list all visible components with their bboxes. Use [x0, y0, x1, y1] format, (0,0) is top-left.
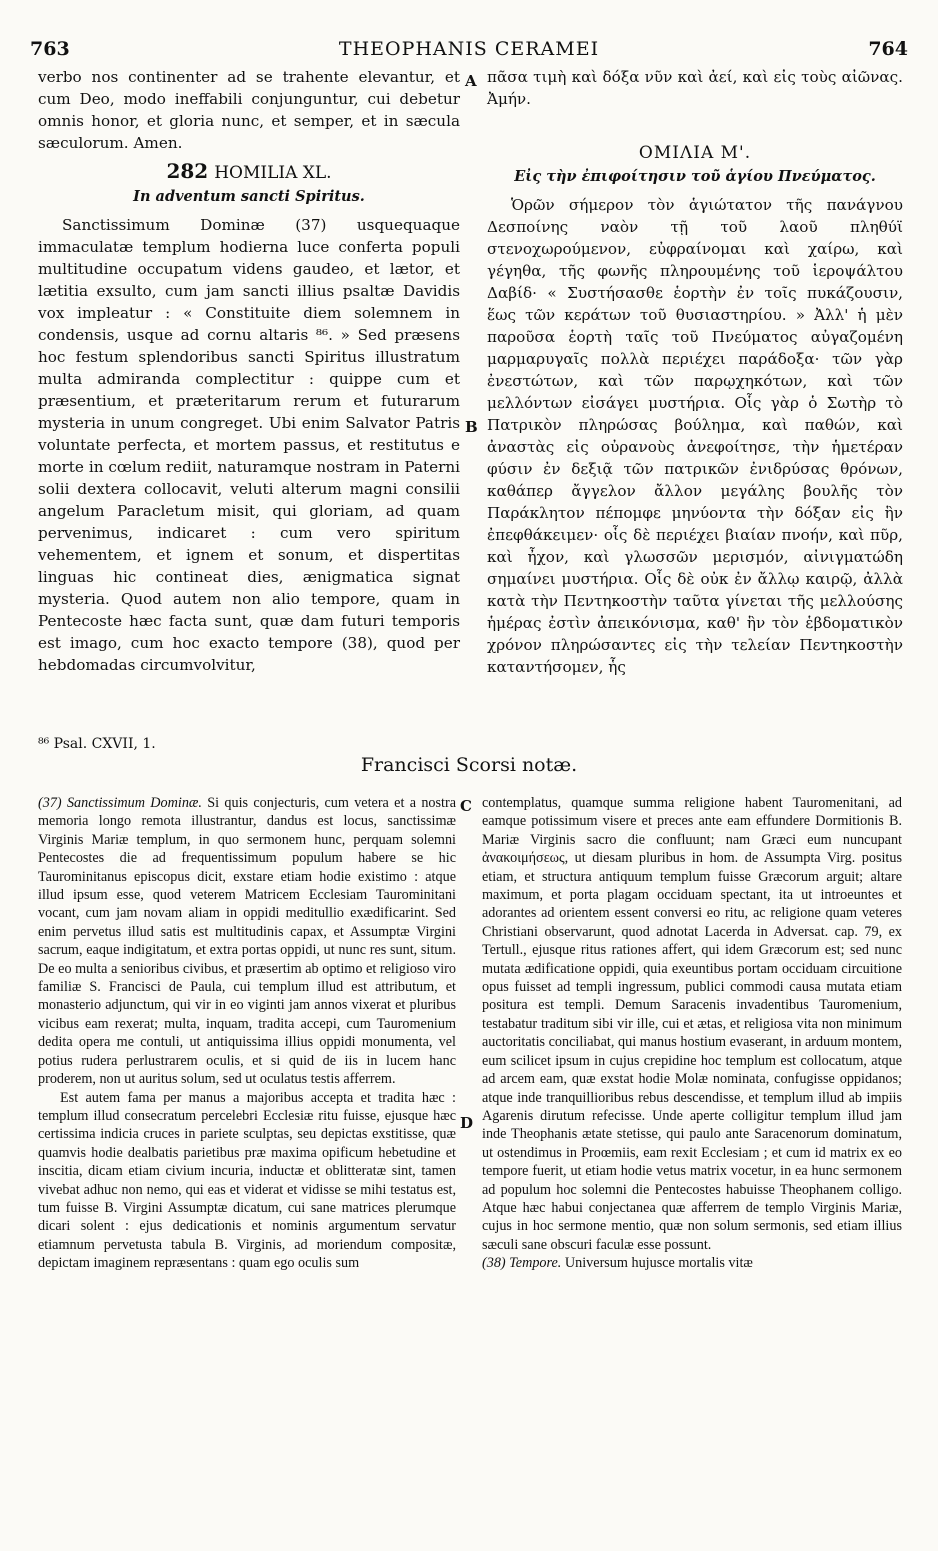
running-title: THEOPHANIS CERAMEI: [338, 38, 600, 60]
page-number-left: 763: [30, 38, 70, 60]
note-lemma-38: (38) Tempore.: [482, 1255, 562, 1272]
greek-body: Ὁρῶν σήμερον τὸν ἁγιώτατον τῆς πανάγνου Δεσποίνης ναὸν τῇ τοῦ λαοῦ πληθύϊ στενοχωρούμενον, εὐφραίνομαι καὶ χαίρω, καὶ γέγηθα, τῆς φωνῆς πληρουμένης τοῦ ἱεροψάλτου Δαβίδ· « Συστήσασθε ἑορτὴν ἐν τοῖς πυκάζουσιν, ἕως τῶν κεράτων τοῦ θυσιαστηρίου. » Ἀλλ' ἡ μὲν παροῦσα ἑορτὴ ταῖς τοῦ Πνεύματος αὐγαζομένη μαρμαρυγαῖς πολλὰ περιέχει παράδοξα· τῶν γὰρ ἐνεστώτων, καὶ τῶν παρῳχηκότων, καὶ τῶν μελλόντων εἰσάγει μυστήρια. Οἷς γὰρ ὁ Σωτὴρ τὸ Πατρικὸν πληρώσας βούλημα, καὶ παθών, καὶ ἀναστὰς εἰς οὐρανοὺς ἀνεφοίτησε, τὴν ἡμετέραν φύσιν ἐν δεξιᾷ τῶν πατρικῶν ἐνιδρύσας θρόνων, καθάπερ ἄγγελον ἄλλον μεγάλης βουλῆς τὸν Παράκλητον πέπομφε μηνύοντα τὴν δόξαν εἰς ἣν ἐπεφθάκειμεν· οἷς δὲ περιέχει βιαίαν πνοήν, καὶ πῦρ, καὶ ἦχον, καὶ γλωσσῶν μερισμόν, αἰνιγματώδη σημαίνει μυστήρια. Οἷς δὲ οὐκ ἐν ἄλλῳ καιρῷ, ἀλλὰ κατὰ τὴν Πεντηκοστὴν ταῦτα γίνεται τῆς μελλούσης ἡμέρας ἐστὶν ἀπεικόνισμα, καθ' ἣν τὸν ἑβδοματικὸν χρόνον πληρώσαντες εἰς τὴν τελείαν Πεντηκοστὴν καταντήσομεν, ἧς: [487, 196, 903, 676]
latin-homily-subtitle: In adventum sancti Spiritus.: [133, 188, 365, 205]
footnote: ⁸⁶ Psal. CXVII, 1.: [38, 736, 156, 752]
notes-right-paragraph-2: [482, 1254, 902, 1272]
note-text-37: Si quis conjecturis, cum vetera et a nostra memoria longo remota illustrantur, dandus est locus, sanctissimæ Virginis Mariæ templum, in quo sermonem hunc, perquam solemni Pentecostes die ad frequentissimum populum habere se hic Taurominitanus episcopus dicit, exstare etiam hodie existimo : atque illud ipsum esse, quod veterem Matricem Ecclesiam Taurominitani vocant, cum jam novam aliam in oppidi meditullio exædificarint. Sed enim pervetus illud satis est multitudinis capax, et Assumptæ Virgini sacrum, eaque indigitatum, et extra portas oppidi, ut nunc res sunt, situm. De eo multa a senioribus civibus, et præsertim ab optimo et religioso viro familiæ S. Francisci de Paula, cui templum illud est attributum, et monasterio adjunctum, qui vir in eo viginti jam annos vixerat et pluribus vicibus eam rexerat; multa, inquam, tradita accepi, cum Tauromenium dedita opera me contuli, ut antiquissima illius oppidi monumenta, vel potius rudera perlustrarem oculis, et si quid de iis in lucem hanc proderem, non ut auritus solum, sed ut oculatus testis afferrem.: [38, 795, 456, 1088]
margin-letter-d: D: [460, 1114, 474, 1132]
greek-homily-heading: ΟΜΙΛΙΑ Μ'.: [638, 143, 752, 163]
margin-letter-a: A: [465, 72, 477, 90]
latin-homily-heading: [38, 160, 460, 184]
note-lemma-37: (37) Sanctissimum Dominæ.: [38, 795, 202, 811]
latin-body: Sanctissimum Dominæ (37) usquequaque immaculatæ templum hodierna luce conferta populi multitudine occupatum videns gaudeo, et lætor, et lætitia exsulto, cum jam sancti illius psaltæ Davidis vox impleatur : « Constituite diem solemnem in condensis, usque ad cornu altaris ⁸⁶. » Sed præsens hoc festum splendoribus sancti Spiritus illustratum multa admiranda complectitur : quippe cum et præsentium, et præteritarum rerum et futurarum mysteria in unum congreget. Ubi enim Salvator Patris voluntate perfecta, et mortem passus, et restitutus e morte in cœlum rediit, naturamque nostram in Paterni solii dextera collocavit, veluti alterum magni consilii angelum Paracletum misit, qui gloriam, ad quam pervenimus, indicaret : cum vero spiritum vehementem, et ignem et sonum, et dispertitas linguas hic contineat dies, ænigmatica signat mysteria. Quod autem non alio tempore, quam in Pentecoste hæc facta sunt, quæ dam futuri temporis est imago, cum hoc exacto tempore (38), quod per hebdomadas circumvolvitur,: [38, 216, 460, 674]
notes-title: Francisci Scorsi notæ.: [360, 754, 578, 776]
homily-number: 282: [166, 159, 209, 183]
notes-left-paragraph-2: Est autem fama per manus a majoribus accepta et tradita hæc : templum illud consecratum percelebri Ecclesiæ ritu fuisse, ejusque hæc certissima indicia cruces in pariete sculptas, seu depictas exstitisse, quæ quamvis hodie dealbatis parietibus præ maxima opificum hebetudine et inscitia, dicam etiam civium incuria, inductæ et oblitteratæ sint, tamen vivebat adhuc non nemo, qui eas et viderat et vidisse se mihi testatus est, tum fuisse B. Virgini Assumptæ dicatum, cui sane matrices plerumque dicari solent : ejus dedicationis et nominis argumentum servatur etiamnum pervetusta tabula B. Virginis, ad moriendum compositæ, depictam imaginem repræsentans : quam ego oculis sum: [38, 1089, 456, 1272]
notes-left-paragraph-1: [38, 794, 456, 1089]
greek-column: [487, 66, 903, 678]
page-number-right: 764: [868, 38, 908, 60]
notes-left-column: [38, 794, 456, 1273]
notes-right-paragraph-1: contemplatus, quamque summa religione habent Tauromenitani, ad eamque potissimum visere et preces ante eam effundere Dormitionis B. Mariæ Virginis sacro die confluunt; nam Græci eum nuncupant ἀνακοιμήσεως, ut diesam pluribus in hom. de Assumpta Virg. positus etiam, et structura antiquum templum fuisse Græcorum arguit; altare maximum, et porta plagam occiduam spectant, ita ut introeuntes et adorantes ad orientem essent conversi eo ritu, ac religione quam veteres Christiani observarunt, quod adnotat Lacerda in Adversat. cap. 79, ex Tertull., ejusque ritus rationes affert, qui idem Græcorum est; sed nunc mutata ædificatione oppidi, quia exeuntibus portam occiduam circuitione opus fuisset ad templi ingressum, publici commodi causa mutata etiam positura est templi. Demum Saracenis invadentibus Tauromenium, testabatur traditum sibi vir ille, cui et ætas, et religiosa vita non minimum auctoritatis conciliabat, qui manus hostium evaserant, in arduum montem, eum scilicet ipsum in cujus crepidine hoc templum est collocatum, atque ad arcem eam, quæ exstat hodie Molæ nominata, confugisse oppidanos; atque inde tranquillioribus rebus descendisse, et templum illud ab impiis Agarenis dirutum refecisse. Unde aperte colligitur templum illud jam inde Theophanis ætate stetisse, qui paulo ante Saracenorum dominatum, ut ostendimus in Proœmiis, eam rexit Ecclesiam ; et cum id matrix ex eo tempore fuerit, ut etiam hodie vetus matrix vocetur, in ea hunc sermonem ad populum hoc solemni die Pentecostes habuisse Theophanem colligo. Atque hæc habui conjectanea quæ afferrem de templo Virginis Mariæ, cujus in hoc sermone mentio, quæ non solum sermonis, sed etiam illius sæculi sane obscuri faculæ esse possunt.: [482, 795, 902, 1253]
homily-title: HOMILIA XL.: [214, 163, 332, 183]
latin-top-paragraph: verbo nos continenter ad se trahente elevantur, et cum Deo, modo ineffabili conjunguntur, cui debetur omnis honor, et gloria nunc, et semper, et in sæcula sæculorum. Amen.: [38, 68, 460, 152]
greek-homily-subtitle: Εἰς τὴν ἐπιφοίτησιν τοῦ ἁγίου Πνεύματος.: [514, 168, 876, 185]
notes-right-column: [482, 794, 902, 1273]
latin-column: [38, 66, 460, 676]
greek-top-paragraph: πᾶσα τιμὴ καὶ δόξα νῦν καὶ ἀεί, καὶ εἰς τοὺς αἰῶνας. Ἀμήν.: [487, 68, 903, 108]
running-header: [30, 38, 908, 64]
margin-letter-b: B: [465, 418, 478, 436]
note-text-38: Universum hujusce mortalis vitæ: [564, 1255, 753, 1272]
margin-letter-c: C: [460, 797, 472, 815]
